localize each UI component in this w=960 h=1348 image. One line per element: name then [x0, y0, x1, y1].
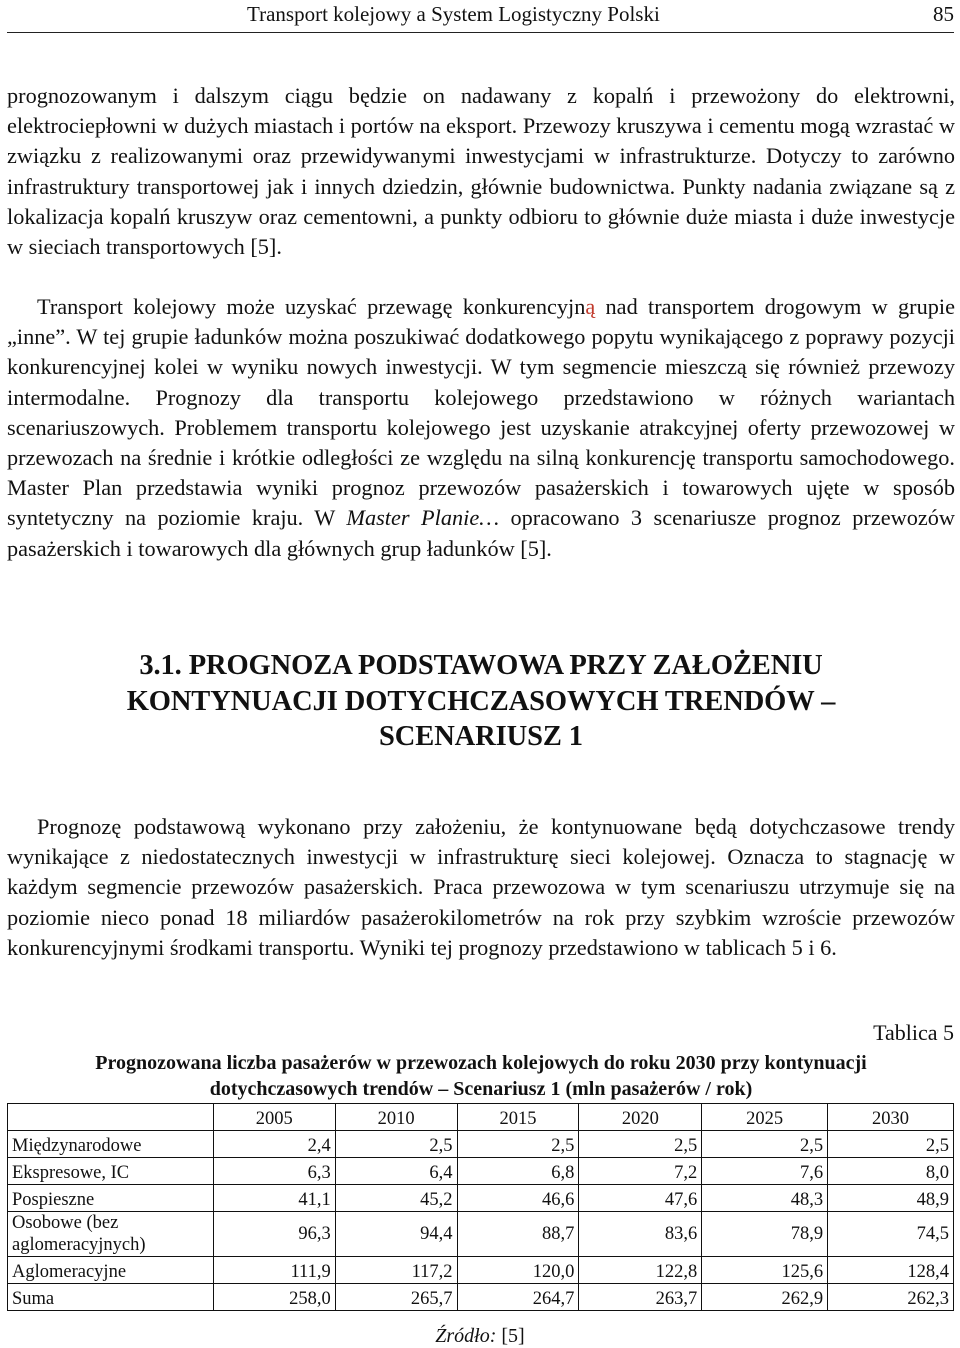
table-cell: 74,5: [828, 1212, 954, 1257]
section-heading-line-1: 3.1. PROGNOZA PODSTAWOWA PRZY ZAŁOŻENIU: [139, 650, 823, 681]
table-row: [8, 1257, 954, 1284]
section-heading-line-3: SCENARIUSZ 1: [379, 721, 583, 752]
paragraph-2-italic: Master Planie…: [346, 505, 500, 531]
table-cell: 263,7: [579, 1284, 702, 1311]
table-cell: 258,0: [213, 1284, 335, 1311]
paragraph-3-text: Prognozę podstawową wykonano przy założeniu, że kontynuowane będą dotychczasowe trendy wynikające z niedostatecznych inwestycji w infrastrukturę sieci kolejowej. Oznacza to stagnację w każdym segmencie przewozów pasażerskich. Praca przewozowa w tym scenariuszu utrzymuje się na poziomie nieco ponad 18 miliardów pasażerokilometrów na rok przy szybkim wzroście przewozów konkurencyjnymi środkami transportu. Wyniki tej prognozy przedstawiono w tablicach 5 i 6.: [7, 814, 955, 960]
table-cell: 6,3: [213, 1158, 335, 1185]
table-cell: 94,4: [335, 1212, 457, 1257]
table-row-label-line-2: aglomeracyjnych): [12, 1235, 146, 1255]
table-header-row: [8, 1104, 954, 1131]
table-cell: 128,4: [828, 1257, 954, 1284]
paragraph-1: prognozowanym i dalszym ciągu będzie on nadawany z kopalń i przewożony do elektrowni, elektrociepłowni w dużych miastach i portów na eksport. Przewozy kruszywa i cementu mogą wzrastać w związku z realizowanymi oraz przewidywanymi inwestycjami w infrastrukturze. Dotyczy to zarówno infrastruktury transportowej jak i innych dziedzin, głównie budownictwa. Punkty nadania związane są z lokalizacja kopalń kruszyw oraz cementowni, a punkty odbioru to głównie duże miasta i duże inwestycje w sieciach transportowych [5].: [7, 83, 955, 260]
table-header-cell: 2015: [457, 1104, 579, 1131]
table-cell: 2,5: [828, 1131, 954, 1158]
table-cell: 6,4: [335, 1158, 457, 1185]
data-table: [7, 1103, 954, 1311]
table-cell: 7,6: [702, 1158, 828, 1185]
table-cell: 6,8: [457, 1158, 579, 1185]
table-cell: 2,5: [457, 1131, 579, 1158]
section-heading-line-2: KONTYNUACJI DOTYCHCZASOWYCH TRENDÓW –: [126, 685, 836, 717]
running-header: [7, 0, 954, 33]
table-cell: 122,8: [579, 1257, 702, 1284]
source-reference: [5]: [496, 1325, 525, 1347]
section-heading: [7, 648, 955, 755]
table-cell: 262,3: [828, 1284, 954, 1311]
table-cell: 46,6: [457, 1185, 579, 1212]
table-row: [8, 1185, 954, 1212]
table-cell: 48,3: [702, 1185, 828, 1212]
table-cell: 7,2: [579, 1158, 702, 1185]
table-caption-line-1: Prognozowana liczba pasażerów w przewozach kolejowych do roku 2030 przy kontynuacji: [95, 1052, 867, 1074]
table-cell: 83,6: [579, 1212, 702, 1257]
table-row-label: Międzynarodowe: [8, 1131, 214, 1158]
table-cell: 125,6: [702, 1257, 828, 1284]
table-cell: 262,9: [702, 1284, 828, 1311]
table-cell: 47,6: [579, 1185, 702, 1212]
table-header-cell: 2010: [335, 1104, 457, 1131]
source-label: Źródło:: [435, 1325, 497, 1347]
table-row-label: Pospieszne: [8, 1185, 214, 1212]
table-cell: 117,2: [335, 1257, 457, 1284]
table-row: [8, 1158, 954, 1185]
paragraph-2-text-a: Transport kolejowy może uzyskać przewagę konkurencyjn: [37, 294, 586, 319]
paragraph-2-highlight: ą: [585, 294, 596, 319]
table-label: Tablica 5: [873, 1020, 954, 1045]
table-row: [8, 1131, 954, 1158]
table-header-cell: 2005: [213, 1104, 335, 1131]
table-cell: 8,0: [828, 1158, 954, 1185]
table-row-label: Suma: [8, 1284, 214, 1311]
table-cell: 120,0: [457, 1257, 579, 1284]
table-row: [8, 1284, 954, 1311]
table-caption-line-2: dotychczasowych trendów – Scenariusz 1 (mln pasażerów / rok): [209, 1078, 753, 1100]
table-cell: 265,7: [335, 1284, 457, 1311]
table-row-label: Aglomeracyjne: [8, 1257, 214, 1284]
table-row: [8, 1212, 954, 1257]
table-cell: 88,7: [457, 1212, 579, 1257]
table-cell: 78,9: [702, 1212, 828, 1257]
table-cell: 2,4: [213, 1131, 335, 1158]
table-cell: 111,9: [213, 1257, 335, 1284]
table-cell: 2,5: [702, 1131, 828, 1158]
table-header-cell: 2030: [828, 1104, 954, 1131]
table-cell: 2,5: [335, 1131, 457, 1158]
table-row-label: Ekspresowe, IC: [8, 1158, 214, 1185]
table-cell: 41,1: [213, 1185, 335, 1212]
paragraph-2-text-c: opracowano 3 scenariusze prognoz przewozów pasażerskich i towarowych dla głównych grup ładunków [5].: [7, 505, 956, 561]
running-header-title: Transport kolejowy a System Logistyczny Polski: [247, 2, 660, 26]
table-cell: 45,2: [335, 1185, 457, 1212]
table-header-blank-cell: [8, 1104, 214, 1131]
paragraph-3: [7, 812, 955, 963]
table-caption: [7, 1050, 955, 1102]
table-cell: 2,5: [579, 1131, 702, 1158]
paragraph-2: [7, 292, 955, 564]
table-cell: 48,9: [828, 1185, 954, 1212]
table-header-cell: 2020: [579, 1104, 702, 1131]
table-cell: 264,7: [457, 1284, 579, 1311]
paragraph-2-text-b: nad transportem drogowym w grupie „inne”. W tej grupie ładunków można poszukiwać dodatkowego popytu wynikającego z poprawy pozycji konkurencyjnej kolei w wyniku nowych inwestycji. W tym segmencie mieszczą się również przewozy intermodalne. Prognozy dla transportu kolejowego przedstawiono w różnych wariantach scenariuszowych. Problemem transportu kolejowego jest uzyskanie atrakcyjnej oferty przewozowej w przewozach na średnie i krótkie odległości ze względu na silną konkurencję transportu samochodowego. Master Plan przedstawia wyniki prognoz przewozów pasażerskich i towarowych ujęte w sposób syntetyczny na poziomie kraju. W: [7, 294, 955, 531]
table-cell: 96,3: [213, 1212, 335, 1257]
table-header-cell: 2025: [702, 1104, 828, 1131]
table-row-label-line-1: Osobowe (bez: [12, 1213, 119, 1233]
table-source-note: [0, 1324, 960, 1348]
table-row-label: [8, 1212, 214, 1257]
page-number: 85: [933, 2, 954, 26]
